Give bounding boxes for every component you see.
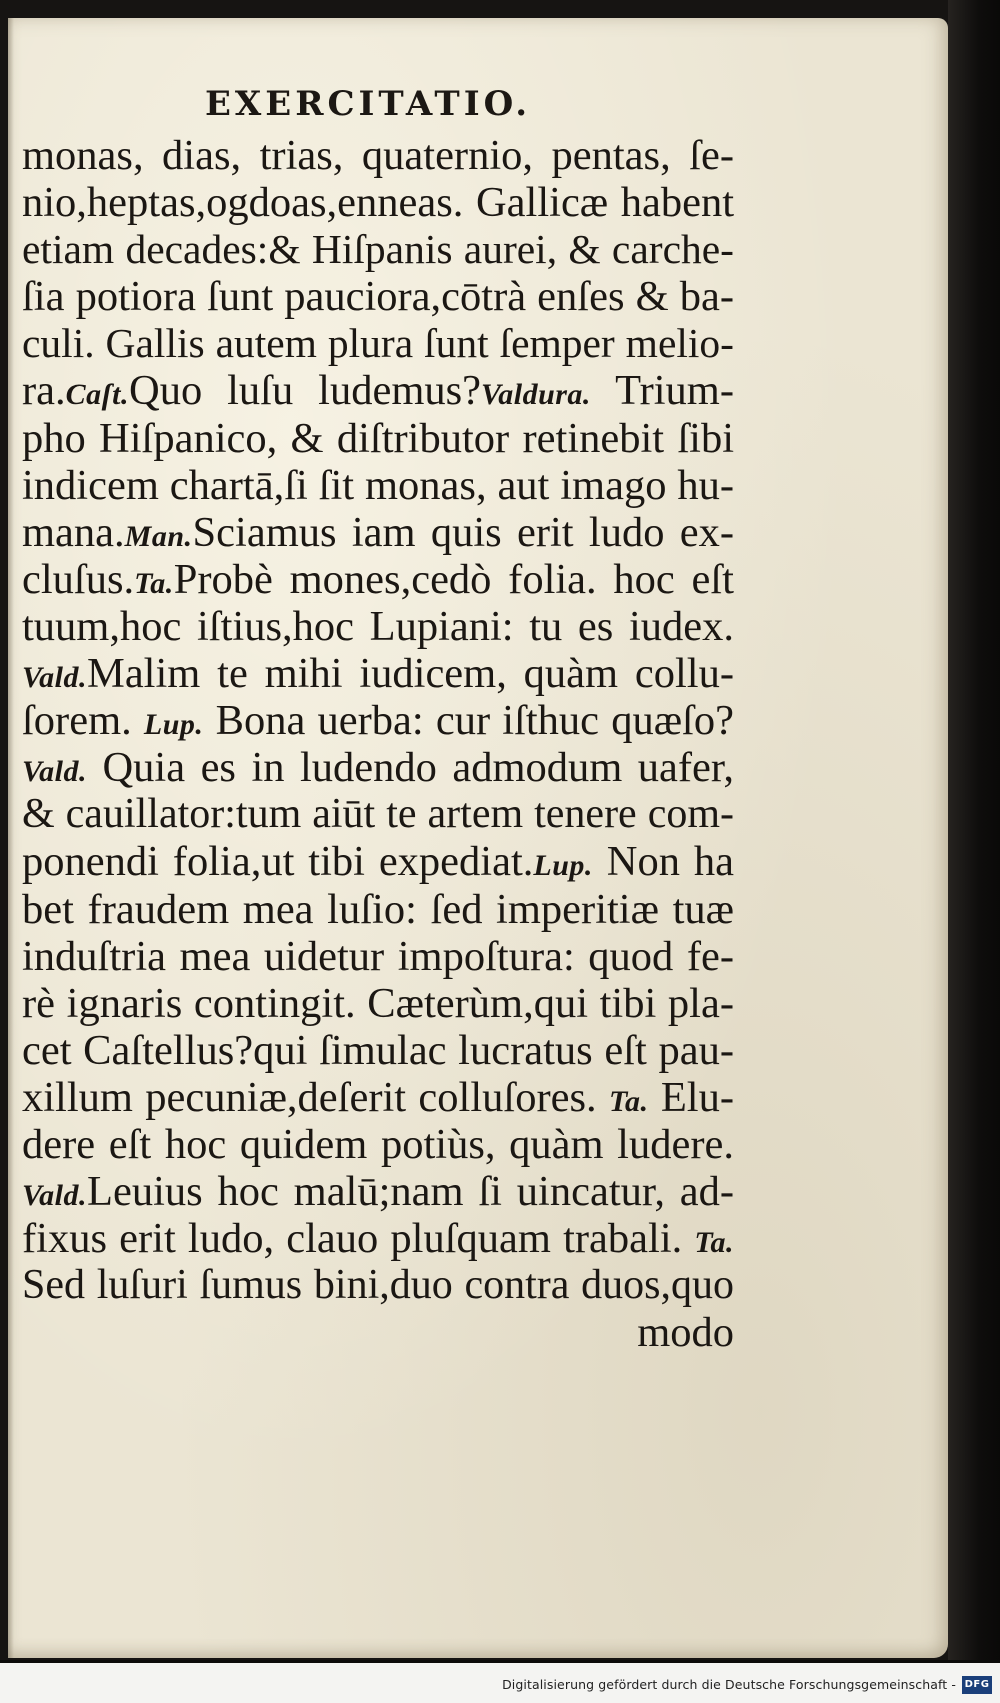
- text-line: [22, 603, 734, 650]
- line-text: cet Caſtellus?qui ſimulac lucratus eſt pau-: [22, 1026, 734, 1074]
- text-line: [22, 744, 734, 791]
- dfg-logo: DFG: [962, 1676, 992, 1694]
- text-line: [22, 1168, 734, 1215]
- speaker-abbreviation: Lup.: [533, 849, 593, 883]
- line-text: fixus erit ludo, clauo pluſquam trabali.: [22, 1215, 695, 1263]
- speaker-abbreviation: Lup.: [143, 708, 204, 742]
- line-text: ra.: [22, 367, 66, 415]
- text-line: [22, 1121, 734, 1168]
- line-text: etiam decades:& Hiſpanis aurei, & carche-: [22, 226, 734, 273]
- text-line: [22, 462, 734, 509]
- page-gutter-shadow: [8, 18, 14, 1658]
- text-line: [22, 933, 734, 980]
- text-line: [22, 367, 734, 414]
- speaker-abbreviation: Ta.: [694, 1226, 734, 1260]
- line-text: rè ignaris contingit. Cæterùm,qui tibi pla-: [22, 979, 734, 1027]
- speaker-abbreviation: Vald.: [22, 755, 88, 789]
- line-text: Malim te mihi iudicem, quàm collu-: [87, 650, 734, 698]
- line-text: nio,heptas,ogdoas,enneas. Gallicæ habent: [22, 179, 734, 227]
- line-text: Elu-: [648, 1073, 734, 1121]
- speaker-abbreviation: Ta.: [134, 566, 174, 600]
- text-line: [22, 1027, 734, 1074]
- text-line: [22, 509, 734, 556]
- text-line: [22, 132, 734, 179]
- line-text: Trium-: [590, 367, 734, 415]
- line-text: cluſus.: [22, 555, 135, 603]
- text-line: [22, 886, 734, 933]
- line-text: Probè mones,cedò folia. hoc eſt: [173, 555, 734, 603]
- text-line: [22, 179, 734, 226]
- speaker-abbreviation: Caſt.: [65, 378, 129, 412]
- line-text: mana.: [22, 508, 125, 556]
- line-text: ſorem.: [22, 697, 144, 745]
- book-edge-shadow: [948, 0, 1000, 1703]
- speaker-abbreviation: Ta.: [608, 1084, 649, 1118]
- text-line: [22, 791, 734, 838]
- text-line: [22, 273, 734, 320]
- speaker-abbreviation: Vald.: [22, 661, 88, 695]
- line-text: indicem chartā,ſi ſit monas, aut imago hu-: [22, 461, 734, 509]
- text-line: [22, 838, 734, 885]
- body-text: [22, 132, 734, 1356]
- line-text: bet fraudem mea luſio: ſed imperitiæ tuæ: [22, 885, 734, 933]
- line-text: Leuius hoc malū;nam ſi uincatur, ad-: [87, 1168, 734, 1216]
- digitization-credit: Digitalisierung gefördert durch die Deutsche Forschungsgemeinschaft -: [502, 1677, 956, 1692]
- text-line: [22, 980, 734, 1027]
- text-line: [22, 415, 734, 462]
- line-text: & cauillator:tum aiūt te artem tenere com-: [22, 791, 734, 838]
- text-line: [22, 1262, 734, 1309]
- text-line: [22, 320, 734, 367]
- speaker-abbreviation: Valdura.: [481, 378, 591, 412]
- line-text: monas, dias, trias, quaternio, pentas, ſe-: [22, 132, 734, 179]
- speaker-abbreviation: Vald.: [22, 1179, 88, 1213]
- line-text: ſia potiora ſunt pauciora,cōtrà enſes & ba-: [22, 273, 734, 321]
- text-line: [22, 226, 734, 273]
- line-text: ponendi folia,ut tibi expediat.: [22, 838, 534, 886]
- line-text: Sciamus iam quis erit ludo ex-: [192, 508, 734, 556]
- running-head: EXERCITATIO.: [205, 84, 532, 124]
- line-text: Non ha: [592, 838, 734, 886]
- catchword: modo: [637, 1309, 734, 1357]
- speaker-abbreviation: Man.: [124, 519, 193, 553]
- text-line: [22, 556, 734, 603]
- line-text: Bona uerba: cur iſthuc quæſo?: [203, 697, 734, 745]
- line-text: Sed luſuri ſumus bini,duo contra duos,quo: [22, 1262, 734, 1309]
- footer-bar: [0, 1663, 1000, 1703]
- line-text: xillum pecuniæ,deſerit colluſores.: [22, 1073, 609, 1121]
- text-line: [22, 697, 734, 744]
- line-text: tuum,hoc iſtius,hoc Lupiani: tu es iudex.: [22, 602, 734, 650]
- text-line: [22, 1215, 734, 1262]
- line-text: pho Hiſpanico, & diſtributor retinebit ſibi: [22, 414, 734, 462]
- text-line: [22, 650, 734, 697]
- line-text: induſtria mea uidetur impoſtura: quod fe-: [22, 932, 734, 980]
- line-text: dere eſt hoc quidem potiùs, quàm ludere.: [22, 1120, 734, 1168]
- text-line: [22, 1074, 734, 1121]
- line-text: Quia es in ludendo admodum uafer,: [87, 744, 734, 792]
- line-text: culi. Gallis autem plura ſunt ſemper melio-: [22, 320, 734, 367]
- line-text: Quo luſu ludemus?: [129, 367, 482, 415]
